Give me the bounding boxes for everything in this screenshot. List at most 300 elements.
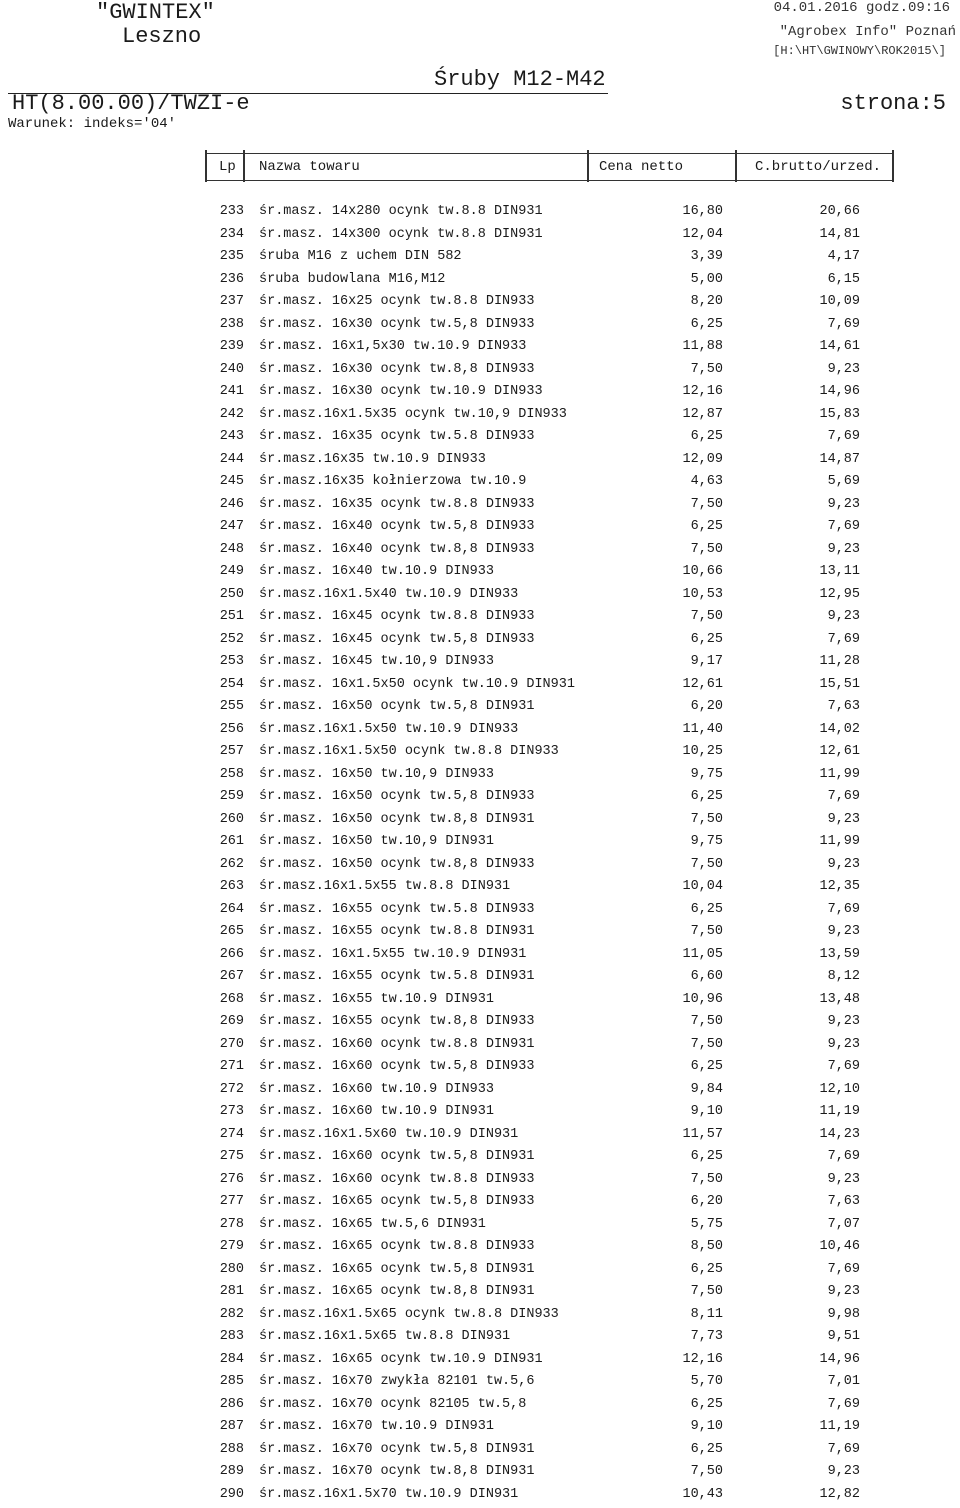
row-number: 237 (208, 293, 244, 311)
net-price: 10,66 (600, 563, 723, 581)
table-row (0, 766, 960, 789)
net-price: 7,50 (600, 1463, 723, 1481)
row-number: 253 (208, 653, 244, 671)
net-price: 7,73 (600, 1328, 723, 1346)
table-row (0, 676, 960, 699)
net-price: 10,25 (600, 743, 723, 761)
column-separator (587, 150, 589, 182)
product-name: śr.masz.16x35 kołnierzowa tw.10.9 (259, 473, 526, 491)
row-number: 246 (208, 496, 244, 514)
gross-price: 7,69 (740, 1261, 860, 1279)
net-price: 12,61 (600, 676, 723, 694)
product-name: śr.masz. 16x70 ocynk tw.5,8 DIN931 (259, 1441, 534, 1459)
product-name: śr.masz. 16x55 ocynk tw.5.8 DIN931 (259, 968, 534, 986)
gross-price: 15,83 (740, 406, 860, 424)
row-number: 276 (208, 1171, 244, 1189)
product-name: śr.masz. 16x1,5x30 tw.10.9 DIN933 (259, 338, 526, 356)
table-row (0, 518, 960, 541)
net-price: 12,87 (600, 406, 723, 424)
row-number: 236 (208, 271, 244, 289)
row-number: 284 (208, 1351, 244, 1369)
product-name: śruba budowlana M16,M12 (259, 271, 445, 289)
row-number: 271 (208, 1058, 244, 1076)
product-name: śr.masz. 16x40 tw.10.9 DIN933 (259, 563, 494, 581)
net-price: 5,75 (600, 1216, 723, 1234)
product-name: śr.masz. 16x55 ocynk tw.5.8 DIN933 (259, 901, 534, 919)
column-separator (735, 150, 737, 182)
product-name: śr.masz. 16x65 tw.5,6 DIN931 (259, 1216, 486, 1234)
net-price: 10,53 (600, 586, 723, 604)
page-number: strona:5 (840, 91, 946, 117)
row-number: 265 (208, 923, 244, 941)
net-price: 7,50 (600, 923, 723, 941)
gross-price: 13,48 (740, 991, 860, 1009)
row-number: 252 (208, 631, 244, 649)
table-row (0, 1058, 960, 1081)
net-price: 9,75 (600, 766, 723, 784)
net-price: 6,25 (600, 788, 723, 806)
gross-price: 10,09 (740, 293, 860, 311)
row-number: 257 (208, 743, 244, 761)
net-price: 7,50 (600, 496, 723, 514)
row-number: 290 (208, 1486, 244, 1504)
product-name: śr.masz. 16x50 ocynk tw.5,8 DIN931 (259, 698, 534, 716)
product-name: śr.masz. 16x55 ocynk tw.8.8 DIN931 (259, 923, 534, 941)
gross-price: 9,98 (740, 1306, 860, 1324)
row-number: 280 (208, 1261, 244, 1279)
net-price: 12,04 (600, 226, 723, 244)
table-row (0, 1306, 960, 1329)
product-name: śr.masz.16x1.5x50 ocynk tw.8.8 DIN933 (259, 743, 559, 761)
product-name: śr.masz.16x35 tw.10.9 DIN933 (259, 451, 486, 469)
product-name: śr.masz. 16x50 tw.10,9 DIN931 (259, 833, 494, 851)
gross-price: 7,63 (740, 698, 860, 716)
gross-price: 14,23 (740, 1126, 860, 1144)
column-separator (243, 150, 245, 182)
file-path: [H:\HT\GWINOWY\ROK2015\] (773, 44, 946, 58)
table-row (0, 1103, 960, 1126)
gross-price: 12,95 (740, 586, 860, 604)
gross-price: 8,12 (740, 968, 860, 986)
row-number: 268 (208, 991, 244, 1009)
product-name: śr.masz. 16x60 tw.10.9 DIN931 (259, 1103, 494, 1121)
gross-price: 11,99 (740, 766, 860, 784)
product-name: śr.masz. 16x40 ocynk tw.8,8 DIN933 (259, 541, 534, 559)
row-number: 255 (208, 698, 244, 716)
net-price: 10,04 (600, 878, 723, 896)
gross-price: 7,69 (740, 901, 860, 919)
net-price: 7,50 (600, 541, 723, 559)
report-code: HT(8.00.00)/TWZI-e (12, 91, 250, 117)
product-name: śr.masz. 16x60 ocynk tw.5,8 DIN931 (259, 1148, 534, 1166)
net-price: 8,11 (600, 1306, 723, 1324)
gross-price: 10,46 (740, 1238, 860, 1256)
gross-price: 14,61 (740, 338, 860, 356)
table-row (0, 856, 960, 879)
product-name: śr.masz. 16x50 tw.10,9 DIN933 (259, 766, 494, 784)
gross-price: 7,69 (740, 316, 860, 334)
row-number: 273 (208, 1103, 244, 1121)
gross-price: 7,69 (740, 631, 860, 649)
table-row (0, 1283, 960, 1306)
net-price: 6,25 (600, 518, 723, 536)
gross-price: 11,28 (740, 653, 860, 671)
gross-price: 6,15 (740, 271, 860, 289)
column-header-net-price: Cena netto (599, 158, 683, 176)
gross-price: 9,23 (740, 811, 860, 829)
table-row (0, 901, 960, 924)
product-name: śr.masz. 16x65 ocynk tw.5,8 DIN933 (259, 1193, 534, 1211)
row-number: 286 (208, 1396, 244, 1414)
product-name: śr.masz. 16x30 ocynk tw.8,8 DIN933 (259, 361, 534, 379)
table-row (0, 743, 960, 766)
row-number: 281 (208, 1283, 244, 1301)
net-price: 7,50 (600, 1036, 723, 1054)
table-row (0, 878, 960, 901)
row-number: 278 (208, 1216, 244, 1234)
gross-price: 9,23 (740, 496, 860, 514)
table-row (0, 383, 960, 406)
row-number: 279 (208, 1238, 244, 1256)
gross-price: 7,69 (740, 1441, 860, 1459)
table-row (0, 563, 960, 586)
product-name: śr.masz. 16x70 ocynk 82105 tw.5,8 (259, 1396, 526, 1414)
net-price: 7,50 (600, 361, 723, 379)
net-price: 6,25 (600, 1396, 723, 1414)
product-name: śr.masz.16x1.5x40 tw.10.9 DIN933 (259, 586, 518, 604)
table-row (0, 226, 960, 249)
table-row (0, 1013, 960, 1036)
product-name: śr.masz. 16x50 ocynk tw.8,8 DIN933 (259, 856, 534, 874)
product-name: śr.masz. 16x35 ocynk tw.8.8 DIN933 (259, 496, 534, 514)
table-row (0, 833, 960, 856)
table-row (0, 473, 960, 496)
net-price: 7,50 (600, 856, 723, 874)
gross-price: 7,69 (740, 1058, 860, 1076)
gross-price: 9,23 (740, 856, 860, 874)
row-number: 239 (208, 338, 244, 356)
table-row (0, 631, 960, 654)
product-name: śr.masz. 16x60 ocynk tw.5,8 DIN933 (259, 1058, 534, 1076)
net-price: 9,10 (600, 1418, 723, 1436)
gross-price: 14,96 (740, 1351, 860, 1369)
product-name: śr.masz. 16x35 ocynk tw.5.8 DIN933 (259, 428, 534, 446)
table-row (0, 1238, 960, 1261)
net-price: 8,20 (600, 293, 723, 311)
net-price: 6,25 (600, 1261, 723, 1279)
gross-price: 9,23 (740, 1283, 860, 1301)
gross-price: 14,87 (740, 451, 860, 469)
row-number: 249 (208, 563, 244, 581)
row-number: 254 (208, 676, 244, 694)
row-number: 233 (208, 203, 244, 221)
column-separator (892, 150, 894, 182)
table-row (0, 1328, 960, 1351)
gross-price: 9,23 (740, 541, 860, 559)
net-price: 16,80 (600, 203, 723, 221)
product-name: śr.masz. 16x30 ocynk tw.10.9 DIN933 (259, 383, 543, 401)
net-price: 6,25 (600, 901, 723, 919)
table-row (0, 293, 960, 316)
price-table-body (0, 203, 960, 1508)
gross-price: 9,23 (740, 1036, 860, 1054)
gross-price: 7,69 (740, 1396, 860, 1414)
product-name: śr.masz. 14x300 ocynk tw.8.8 DIN931 (259, 226, 543, 244)
row-number: 235 (208, 248, 244, 266)
gross-price: 14,02 (740, 721, 860, 739)
table-row (0, 1126, 960, 1149)
product-name: śr.masz. 16x40 ocynk tw.5,8 DIN933 (259, 518, 534, 536)
net-price: 6,25 (600, 1441, 723, 1459)
table-row (0, 361, 960, 384)
net-price: 7,50 (600, 1013, 723, 1031)
product-name: śr.masz. 16x60 tw.10.9 DIN933 (259, 1081, 494, 1099)
row-number: 234 (208, 226, 244, 244)
table-row (0, 1081, 960, 1104)
product-name: śr.masz. 16x50 ocynk tw.5,8 DIN933 (259, 788, 534, 806)
row-number: 264 (208, 901, 244, 919)
row-number: 247 (208, 518, 244, 536)
gross-price: 9,23 (740, 1013, 860, 1031)
net-price: 7,50 (600, 1171, 723, 1189)
net-price: 9,17 (600, 653, 723, 671)
row-number: 242 (208, 406, 244, 424)
table-row (0, 1171, 960, 1194)
net-price: 11,88 (600, 338, 723, 356)
gross-price: 9,51 (740, 1328, 860, 1346)
column-separator (205, 150, 207, 182)
product-name: śr.masz. 16x60 ocynk tw.8.8 DIN931 (259, 1036, 534, 1054)
table-row (0, 1351, 960, 1374)
company-city: Leszno (122, 24, 201, 50)
table-row (0, 1193, 960, 1216)
row-number: 256 (208, 721, 244, 739)
filter-condition: Warunek: indeks='04' (8, 116, 176, 132)
gross-price: 7,69 (740, 1148, 860, 1166)
net-price: 10,43 (600, 1486, 723, 1504)
gross-price: 11,99 (740, 833, 860, 851)
report-title: Śruby M12-M42 (434, 68, 606, 92)
table-row (0, 1418, 960, 1441)
table-row (0, 541, 960, 564)
gross-price: 13,59 (740, 946, 860, 964)
table-row (0, 1261, 960, 1284)
table-row (0, 968, 960, 991)
gross-price: 12,61 (740, 743, 860, 761)
net-price: 6,25 (600, 428, 723, 446)
net-price: 6,25 (600, 1148, 723, 1166)
product-name: śr.masz. 16x70 zwykła 82101 tw.5,6 (259, 1373, 534, 1391)
column-header-name: Nazwa towaru (259, 158, 360, 176)
gross-price: 11,19 (740, 1418, 860, 1436)
table-row (0, 608, 960, 631)
gross-price: 9,23 (740, 1463, 860, 1481)
gross-price: 9,23 (740, 608, 860, 626)
row-number: 258 (208, 766, 244, 784)
table-row (0, 923, 960, 946)
table-row (0, 496, 960, 519)
product-name: śr.masz.16x1.5x65 tw.8.8 DIN931 (259, 1328, 510, 1346)
row-number: 261 (208, 833, 244, 851)
gross-price: 11,19 (740, 1103, 860, 1121)
row-number: 277 (208, 1193, 244, 1211)
net-price: 6,25 (600, 1058, 723, 1076)
row-number: 287 (208, 1418, 244, 1436)
product-name: śr.masz. 16x45 ocynk tw.5,8 DIN933 (259, 631, 534, 649)
gross-price: 12,10 (740, 1081, 860, 1099)
gross-price: 9,23 (740, 923, 860, 941)
row-number: 289 (208, 1463, 244, 1481)
column-header-gross-price: C.brutto/urzed. (755, 158, 881, 176)
table-row (0, 1216, 960, 1239)
row-number: 262 (208, 856, 244, 874)
product-name: śr.masz. 16x65 ocynk tw.10.9 DIN931 (259, 1351, 543, 1369)
table-row (0, 248, 960, 271)
table-row (0, 428, 960, 451)
table-row (0, 406, 960, 429)
gross-price: 7,63 (740, 1193, 860, 1211)
table-row (0, 1373, 960, 1396)
net-price: 8,50 (600, 1238, 723, 1256)
net-price: 11,40 (600, 721, 723, 739)
table-row (0, 586, 960, 609)
product-name: śr.masz. 16x1.5x55 tw.10.9 DIN931 (259, 946, 526, 964)
product-name: śr.masz. 16x65 ocynk tw.5,8 DIN931 (259, 1261, 534, 1279)
product-name: śr.masz. 16x65 ocynk tw.8,8 DIN931 (259, 1283, 534, 1301)
product-name: śr.masz.16x1.5x70 tw.10.9 DIN931 (259, 1486, 518, 1504)
net-price: 12,16 (600, 1351, 723, 1369)
column-header-lp: Lp (219, 158, 236, 176)
row-number: 274 (208, 1126, 244, 1144)
net-price: 6,60 (600, 968, 723, 986)
product-name: śr.masz. 14x280 ocynk tw.8.8 DIN931 (259, 203, 543, 221)
net-price: 7,50 (600, 608, 723, 626)
gross-price: 4,17 (740, 248, 860, 266)
gross-price: 7,69 (740, 428, 860, 446)
row-number: 250 (208, 586, 244, 604)
row-number: 263 (208, 878, 244, 896)
net-price: 10,96 (600, 991, 723, 1009)
gross-price: 12,35 (740, 878, 860, 896)
product-name: śr.masz. 16x1.5x50 ocynk tw.10.9 DIN931 (259, 676, 575, 694)
net-price: 6,25 (600, 631, 723, 649)
gross-price: 14,96 (740, 383, 860, 401)
row-number: 266 (208, 946, 244, 964)
product-name: śr.masz. 16x55 ocynk tw.8,8 DIN933 (259, 1013, 534, 1031)
product-name: śr.masz. 16x25 ocynk tw.8.8 DIN933 (259, 293, 534, 311)
table-row (0, 1396, 960, 1419)
product-name: śruba M16 z uchem DIN 582 (259, 248, 462, 266)
product-name: śr.masz.16x1.5x60 tw.10.9 DIN931 (259, 1126, 518, 1144)
product-name: śr.masz.16x1.5x35 ocynk tw.10,9 DIN933 (259, 406, 567, 424)
gross-price: 7,69 (740, 788, 860, 806)
net-price: 9,10 (600, 1103, 723, 1121)
net-price: 7,50 (600, 1283, 723, 1301)
row-number: 272 (208, 1081, 244, 1099)
gross-price: 13,11 (740, 563, 860, 581)
product-name: śr.masz.16x1.5x65 ocynk tw.8.8 DIN933 (259, 1306, 559, 1324)
row-number: 275 (208, 1148, 244, 1166)
product-name: śr.masz.16x1.5x50 tw.10.9 DIN933 (259, 721, 518, 739)
row-number: 241 (208, 383, 244, 401)
net-price: 3,39 (600, 248, 723, 266)
table-row (0, 721, 960, 744)
net-price: 4,63 (600, 473, 723, 491)
gross-price: 7,01 (740, 1373, 860, 1391)
product-name: śr.masz. 16x65 ocynk tw.8.8 DIN933 (259, 1238, 534, 1256)
row-number: 283 (208, 1328, 244, 1346)
gross-price: 5,69 (740, 473, 860, 491)
net-price: 7,50 (600, 811, 723, 829)
company-name: "GWINTEX" (96, 0, 215, 26)
product-name: śr.masz. 16x70 ocynk tw.8,8 DIN931 (259, 1463, 534, 1481)
row-number: 282 (208, 1306, 244, 1324)
print-date: 04.01.2016 godz.09:16 (774, 0, 950, 16)
net-price: 6,25 (600, 316, 723, 334)
agency-name: "Agrobex Info" Poznań (780, 24, 956, 40)
gross-price: 20,66 (740, 203, 860, 221)
gross-price: 14,81 (740, 226, 860, 244)
table-row (0, 203, 960, 226)
gross-price: 9,23 (740, 361, 860, 379)
gross-price: 9,23 (740, 1171, 860, 1189)
row-number: 243 (208, 428, 244, 446)
net-price: 11,05 (600, 946, 723, 964)
net-price: 5,70 (600, 1373, 723, 1391)
row-number: 244 (208, 451, 244, 469)
net-price: 11,57 (600, 1126, 723, 1144)
gross-price: 15,51 (740, 676, 860, 694)
product-name: śr.masz. 16x30 ocynk tw.5,8 DIN933 (259, 316, 534, 334)
row-number: 288 (208, 1441, 244, 1459)
table-row (0, 1036, 960, 1059)
table-row (0, 653, 960, 676)
product-name: śr.masz. 16x50 ocynk tw.8,8 DIN931 (259, 811, 534, 829)
row-number: 270 (208, 1036, 244, 1054)
row-number: 248 (208, 541, 244, 559)
product-name: śr.masz. 16x45 ocynk tw.8.8 DIN933 (259, 608, 534, 626)
table-row (0, 811, 960, 834)
net-price: 12,16 (600, 383, 723, 401)
table-row (0, 698, 960, 721)
row-number: 238 (208, 316, 244, 334)
product-name: śr.masz. 16x55 tw.10.9 DIN931 (259, 991, 494, 1009)
gross-price: 7,07 (740, 1216, 860, 1234)
net-price: 5,00 (600, 271, 723, 289)
product-name: śr.masz. 16x70 tw.10.9 DIN931 (259, 1418, 494, 1436)
net-price: 9,84 (600, 1081, 723, 1099)
row-number: 267 (208, 968, 244, 986)
net-price: 12,09 (600, 451, 723, 469)
row-number: 269 (208, 1013, 244, 1031)
row-number: 245 (208, 473, 244, 491)
table-row (0, 271, 960, 294)
table-row (0, 946, 960, 969)
product-name: śr.masz.16x1.5x55 tw.8.8 DIN931 (259, 878, 510, 896)
row-number: 260 (208, 811, 244, 829)
row-number: 240 (208, 361, 244, 379)
row-number: 251 (208, 608, 244, 626)
table-row (0, 451, 960, 474)
table-row (0, 1463, 960, 1486)
gross-price: 12,82 (740, 1486, 860, 1504)
table-row (0, 991, 960, 1014)
table-row (0, 316, 960, 339)
net-price: 9,75 (600, 833, 723, 851)
gross-price: 7,69 (740, 518, 860, 536)
table-row (0, 1148, 960, 1171)
product-name: śr.masz. 16x45 tw.10,9 DIN933 (259, 653, 494, 671)
